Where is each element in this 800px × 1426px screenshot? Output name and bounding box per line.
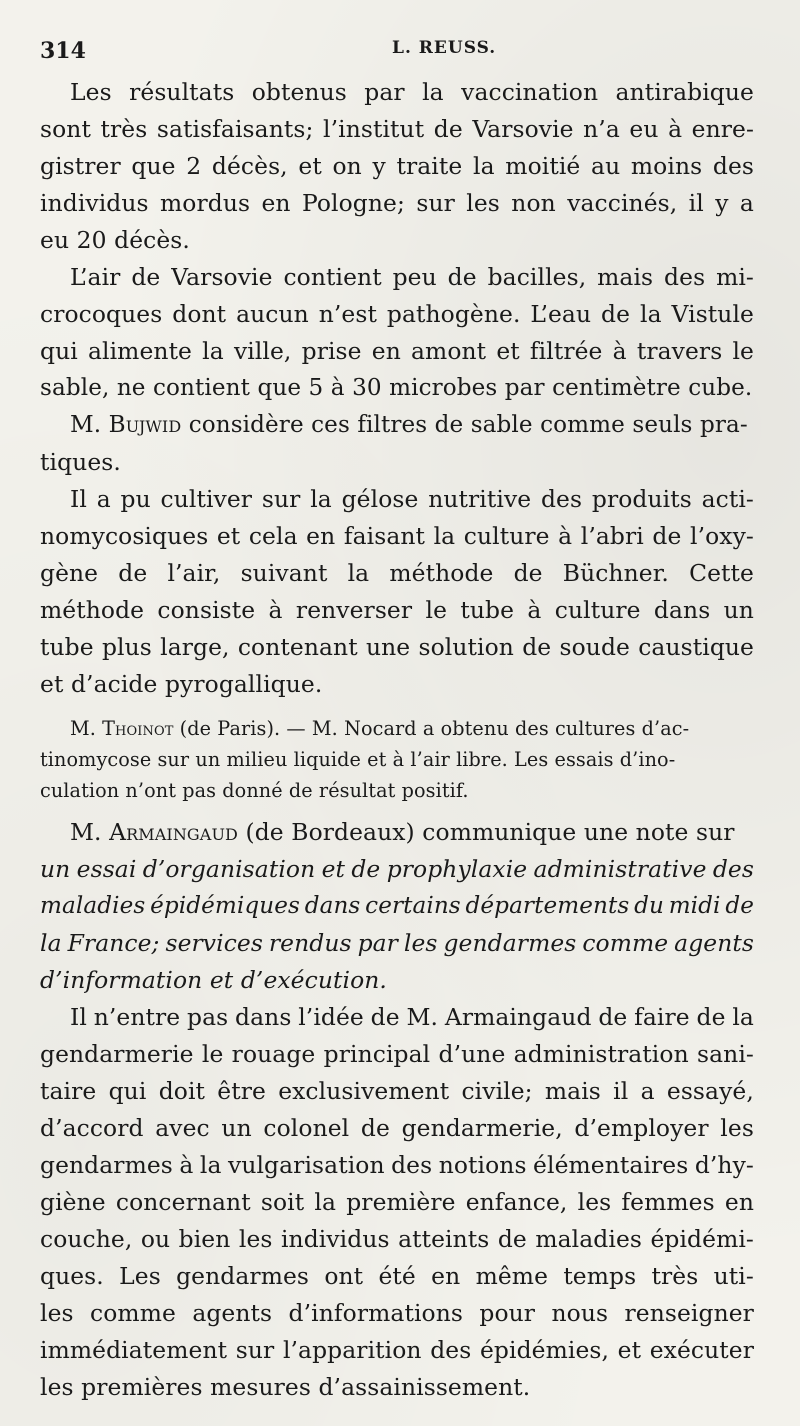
word: et [298, 152, 322, 180]
word: ont [324, 1262, 364, 1290]
word: administrative [533, 855, 707, 883]
word: dont [172, 300, 227, 328]
word: l’air, [167, 559, 221, 587]
word: obtenus [251, 78, 347, 106]
text-line [40, 1221, 754, 1258]
italic-title-line [40, 851, 754, 888]
word: immédiatement [40, 1336, 228, 1364]
word: les [238, 1225, 273, 1253]
word: culture [463, 522, 550, 550]
word: sani- [697, 1040, 754, 1068]
word: il [613, 1077, 629, 1105]
word: pas [187, 1003, 229, 1031]
page-body [40, 74, 754, 1406]
text-line [40, 713, 754, 744]
word: n’a [583, 115, 620, 143]
page-header [40, 38, 760, 68]
word: le [732, 337, 754, 365]
text-line: eu 20 décès. [40, 226, 190, 254]
word: ques. [40, 1262, 104, 1290]
word: de [598, 1003, 628, 1031]
word: comme [582, 929, 669, 957]
word: les [577, 1188, 612, 1216]
word: comme [90, 1299, 176, 1327]
word: sur [261, 485, 301, 513]
word: agents [674, 929, 754, 957]
word: Varsovie [171, 263, 273, 291]
word: très [651, 1262, 699, 1290]
word: du [634, 893, 664, 919]
word: de [652, 522, 682, 550]
word: de [696, 1003, 726, 1031]
word: tube [460, 596, 515, 624]
word: temps [563, 1262, 637, 1290]
word: vaccination [461, 78, 599, 106]
word: une [365, 633, 411, 661]
text-line: et d’acide pyrogallique. [40, 670, 323, 698]
word: prise [301, 337, 362, 365]
word: méthode [40, 596, 145, 624]
word: Varsovie [472, 115, 574, 143]
word: élémentaires [533, 1151, 689, 1179]
word: résultats [129, 78, 235, 106]
word: rouage [231, 1040, 316, 1068]
word: de [447, 263, 477, 291]
word: un [221, 1114, 252, 1142]
word: d’informations [288, 1299, 463, 1327]
word: caustique [638, 633, 754, 661]
word: gendarmerie, [401, 1114, 563, 1142]
word: de [513, 559, 543, 587]
word: moins [630, 152, 703, 180]
word: Les [119, 1262, 161, 1290]
word: de [497, 1225, 527, 1253]
word: L’eau [530, 300, 592, 328]
word: faisant [343, 522, 426, 550]
word: les [403, 929, 438, 957]
word: des [664, 263, 706, 291]
word: en [724, 1188, 754, 1216]
word: nutritive [428, 485, 532, 513]
word: aucun [236, 300, 309, 328]
word: gendarmerie [40, 1040, 194, 1068]
word: ville, [233, 337, 292, 365]
word: amont [411, 337, 487, 365]
word: colonel [263, 1114, 350, 1142]
word: alimente [87, 337, 193, 365]
word: exclusivement [278, 1077, 450, 1105]
word: l’institut [323, 115, 425, 143]
word: de [131, 263, 161, 291]
text-line [40, 259, 754, 296]
word: par [357, 929, 398, 957]
word: notions [438, 1151, 527, 1179]
word: couche, [40, 1225, 133, 1253]
italic-title-line [40, 925, 754, 962]
word: l’apparition [282, 1336, 422, 1364]
word: et [617, 1336, 642, 1364]
word: enfance, [465, 1188, 568, 1216]
word: de [601, 300, 631, 328]
word: administration [513, 1040, 689, 1068]
word: femmes [621, 1188, 715, 1216]
word: sont [40, 115, 91, 143]
word: civile; [461, 1077, 533, 1105]
paragraph-air-and-water [40, 259, 754, 407]
word: atteints [398, 1225, 490, 1253]
word: d’hy- [694, 1151, 754, 1179]
text-line [40, 407, 754, 444]
word: peu [392, 263, 437, 291]
word: n’entre [93, 1003, 181, 1031]
text-line [40, 1036, 754, 1073]
paragraph-gendarmerie [40, 999, 754, 1406]
word: l’idée [298, 1003, 364, 1031]
word: antirabique [615, 78, 754, 106]
word: vaccinés, [567, 189, 678, 217]
word: à [558, 522, 573, 550]
word: sur [235, 1336, 275, 1364]
word: individus [280, 1225, 390, 1253]
word: de [351, 855, 381, 883]
text-span: (de Bordeaux) communique une note sur [237, 818, 735, 846]
word: pour [479, 1299, 536, 1327]
word: Vistule [671, 300, 754, 328]
text-line [40, 518, 754, 555]
text-line [40, 1332, 754, 1369]
word: la [639, 300, 662, 328]
word: la [310, 485, 332, 513]
text-line [40, 296, 754, 333]
word: des [430, 1336, 472, 1364]
word: Büchner. [562, 559, 669, 587]
word: de [370, 1003, 400, 1031]
word: uti- [713, 1262, 754, 1290]
word: eu [629, 115, 659, 143]
text-line [40, 74, 754, 111]
word: maladies [535, 1225, 642, 1253]
speaker-name: M. Thoinot [70, 717, 174, 740]
word: l’oxy- [689, 522, 754, 550]
word: de [522, 633, 552, 661]
word: les [40, 1299, 74, 1327]
word: à [527, 596, 542, 624]
word: il [688, 189, 704, 217]
word: les [466, 189, 500, 217]
text-line: les premières mesures d’assainissement. [40, 1373, 531, 1401]
word: giène [40, 1188, 106, 1216]
word: en [371, 337, 401, 365]
word: produits [591, 485, 692, 513]
text-line [40, 1073, 754, 1110]
paragraph-armaingaud-note [40, 814, 754, 999]
word: plus [101, 633, 152, 661]
word: d’employer [574, 1114, 709, 1142]
text-line [40, 1258, 754, 1295]
text-line [40, 185, 754, 222]
speaker-name: M. Armaingaud [70, 818, 238, 846]
word: à [179, 1151, 194, 1179]
word: très [100, 115, 148, 143]
word: de [118, 559, 148, 587]
word: moitié [505, 152, 581, 180]
word: et [216, 522, 241, 550]
word: on [332, 152, 362, 180]
word: pu [120, 485, 151, 513]
word: essai [76, 855, 137, 883]
word: qui [40, 337, 78, 365]
text-line: tiques. [40, 448, 121, 476]
text-line [40, 148, 754, 185]
word: culture [554, 596, 641, 624]
word: Les [70, 78, 112, 106]
word: crocoques [40, 300, 163, 328]
word: M. [406, 1003, 439, 1031]
word: non [511, 189, 556, 217]
word: et [321, 855, 346, 883]
page-number: 314 [40, 38, 86, 64]
word: Il [70, 485, 87, 513]
word: d’accord [40, 1114, 144, 1142]
running-head: L. REUSS. [392, 38, 497, 58]
word: cela [248, 522, 298, 550]
word: exécuter [649, 1336, 754, 1364]
speaker-name: M. Bujwid [70, 412, 182, 438]
word: gène [40, 559, 99, 587]
word: de [433, 115, 463, 143]
word: prophylaxie [386, 855, 528, 883]
word: d’organisation [142, 855, 316, 883]
word: acti- [701, 485, 754, 513]
word: que [131, 152, 176, 180]
text-line: sable, ne contient que 5 à 30 microbes par centimètre cube. [40, 375, 753, 401]
word: traite [396, 152, 463, 180]
text-line [40, 481, 754, 518]
word: la [314, 1188, 337, 1216]
word: au [591, 152, 621, 180]
word: Cette [689, 559, 754, 587]
word: certains [365, 893, 461, 919]
word: épidémiques [150, 893, 300, 919]
word: les [720, 1114, 754, 1142]
word: un [40, 855, 71, 883]
word: maladies [40, 893, 146, 919]
spacer [40, 806, 754, 814]
word: mi- [716, 263, 754, 291]
text-line [40, 111, 754, 148]
word: en [261, 189, 291, 217]
word: bien [178, 1225, 231, 1253]
word: être [217, 1077, 266, 1105]
word: des [391, 1151, 433, 1179]
word: le [425, 596, 448, 624]
word: départements [465, 893, 630, 919]
word: la [473, 152, 495, 180]
spacer [40, 703, 754, 713]
text-span: (de Paris). — M. Nocard a obtenu des cultures d’ac- [173, 717, 690, 740]
word: par [364, 78, 405, 106]
word: consiste [157, 596, 256, 624]
word: a [739, 189, 754, 217]
text-line [40, 629, 754, 666]
word: et [496, 337, 520, 365]
word: un [723, 596, 754, 624]
word: Pologne; [301, 189, 405, 217]
word: a [640, 1077, 655, 1105]
word: mordus [160, 189, 251, 217]
word: même [475, 1262, 549, 1290]
text-line [40, 814, 754, 851]
word: épidémi- [650, 1225, 754, 1253]
word: mais [544, 1077, 601, 1105]
text-line: culation n’ont pas donné de résultat positif. [40, 779, 469, 802]
word: gistrer [40, 152, 121, 180]
word: rendus [268, 929, 352, 957]
word: en [431, 1262, 461, 1290]
word: à [612, 337, 627, 365]
word: contient [283, 263, 382, 291]
word: contenant [237, 633, 358, 661]
word: l’abri [580, 522, 644, 550]
word: midi [668, 893, 721, 919]
word: la [202, 337, 224, 365]
word: gendarmes [176, 1262, 310, 1290]
word: y [372, 152, 386, 180]
text-line [40, 333, 754, 370]
word: faire [634, 1003, 690, 1031]
word: des [712, 855, 754, 883]
word: gendarmes [443, 929, 577, 957]
word: été [378, 1262, 416, 1290]
text-line [40, 1147, 754, 1184]
paragraph-actinomycosis-culture [40, 481, 754, 703]
word: la [732, 1003, 754, 1031]
word: filtrée [529, 337, 603, 365]
word: gendarmes [40, 1151, 173, 1179]
word: solution [418, 633, 514, 661]
text-line: tinomycose sur un milieu liquide et à l’air libre. Les essais d’ino- [40, 748, 676, 771]
word: avec [155, 1114, 210, 1142]
word: essayé, [666, 1077, 754, 1105]
paragraph-vaccination-results [40, 74, 754, 259]
word: n’est [318, 300, 377, 328]
text-span: considère ces filtres de sable comme seuls pra- [181, 412, 748, 438]
word: la [199, 1151, 222, 1179]
word: services [165, 929, 263, 957]
word: renseigner [624, 1299, 754, 1327]
word: en [306, 522, 336, 550]
word: France; [67, 929, 160, 957]
word: travers [636, 337, 723, 365]
word: la [347, 559, 370, 587]
word: dans [653, 596, 711, 624]
text-line [40, 1184, 754, 1221]
word: principal [323, 1040, 431, 1068]
paragraph-bujwid-filters [40, 407, 754, 481]
word: la [40, 929, 62, 957]
paragraph-thoinot-remark [40, 713, 754, 806]
word: suivant [240, 559, 328, 587]
word: de [360, 1114, 390, 1142]
word: large, [160, 633, 230, 661]
word: mais [597, 263, 654, 291]
word: a [96, 485, 111, 513]
word: Armaingaud [444, 1003, 592, 1031]
word: cultiver [160, 485, 253, 513]
text-line [40, 1295, 754, 1332]
word: épidémies, [479, 1336, 610, 1364]
word: L’air [70, 263, 121, 291]
word: nous [551, 1299, 609, 1327]
word: tube [40, 633, 94, 661]
word: de [725, 893, 754, 919]
word: doit [158, 1077, 206, 1105]
italic-title-line: d’information et d’exécution. [40, 966, 387, 994]
word: agents [192, 1299, 273, 1327]
text-line [40, 592, 754, 629]
word: bacilles, [487, 263, 587, 291]
word: des [540, 485, 583, 513]
word: vulgarisation [228, 1151, 385, 1179]
word: qui [108, 1077, 147, 1105]
word: méthode [389, 559, 494, 587]
word: pathogène. [386, 300, 521, 328]
word: la [422, 78, 444, 106]
word: première [346, 1188, 456, 1216]
text-line [40, 999, 754, 1036]
word: 2 [186, 152, 202, 180]
word: Il [70, 1003, 87, 1031]
text-line [40, 1110, 754, 1147]
word: taire [40, 1077, 97, 1105]
word: enre- [691, 115, 754, 143]
word: individus [40, 189, 149, 217]
word: dans [235, 1003, 292, 1031]
word: la [433, 522, 456, 550]
word: y [715, 189, 729, 217]
word: renverser [295, 596, 413, 624]
word: nomycosiques [40, 522, 209, 550]
word: satisfaisants; [156, 115, 314, 143]
word: concernant [115, 1188, 251, 1216]
italic-title-line [40, 888, 754, 925]
word: à [268, 596, 283, 624]
word: d’une [438, 1040, 506, 1068]
word: sur [416, 189, 455, 217]
word: des [712, 152, 754, 180]
word: dans [304, 893, 361, 919]
word: soude [559, 633, 630, 661]
word: ou [140, 1225, 171, 1253]
word: le [201, 1040, 224, 1068]
word: à [668, 115, 683, 143]
word: gélose [341, 485, 419, 513]
word: décès, [211, 152, 288, 180]
text-line [40, 555, 754, 592]
word: soit [260, 1188, 305, 1216]
